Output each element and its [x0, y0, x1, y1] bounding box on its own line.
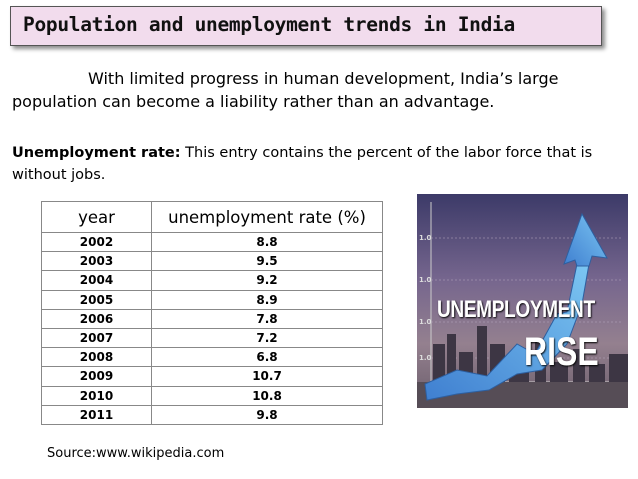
axis-tick-label: 1.0: [419, 234, 432, 242]
intro-paragraph: [12, 67, 622, 113]
year-cell: 2010: [42, 386, 152, 405]
rate-cell: 9.2: [152, 271, 383, 290]
table-row: [42, 271, 383, 290]
year-cell: 2002: [42, 233, 152, 252]
header-year: year: [42, 202, 152, 233]
year-cell: 2007: [42, 328, 152, 347]
year-cell: 2009: [42, 367, 152, 386]
year-cell: 2004: [42, 271, 152, 290]
axis-tick-label: 1.0: [419, 276, 432, 284]
slide-title: Population and unemployment trends in India: [23, 13, 515, 36]
rate-cell: 9.5: [152, 252, 383, 271]
image-headline-rise: RISE: [524, 330, 599, 374]
rate-cell: 6.8: [152, 348, 383, 367]
table-header-row: [42, 202, 383, 233]
table-row: [42, 233, 383, 252]
table-row: [42, 290, 383, 309]
definition-paragraph: [12, 142, 627, 186]
intro-text: With limited progress in human development, India’s large population can become a liability rather than an advantage.: [12, 69, 559, 111]
definition-label: Unemployment rate:: [12, 145, 181, 161]
table-row: [42, 348, 383, 367]
table-row: [42, 405, 383, 424]
year-cell: 2008: [42, 348, 152, 367]
axis-tick-label: 1.0: [419, 354, 432, 362]
table-row: [42, 309, 383, 328]
table-row: [42, 386, 383, 405]
image-headline-unemployment: UNEMPLOYMENT: [437, 296, 595, 323]
definition-text: This entry contains the percent of the labor force that is without jobs.: [12, 145, 593, 183]
year-cell: 2011: [42, 405, 152, 424]
year-cell: 2003: [42, 252, 152, 271]
rate-cell: 7.2: [152, 328, 383, 347]
unemployment-rise-image: [417, 194, 628, 408]
rate-cell: 8.8: [152, 233, 383, 252]
rate-cell: 9.8: [152, 405, 383, 424]
year-cell: 2005: [42, 290, 152, 309]
rate-cell: 7.8: [152, 309, 383, 328]
unemployment-table: [41, 201, 383, 425]
rate-cell: 8.9: [152, 290, 383, 309]
table-row: [42, 328, 383, 347]
year-cell: 2006: [42, 309, 152, 328]
title-banner: [10, 6, 602, 46]
table-row: [42, 252, 383, 271]
table-row: [42, 367, 383, 386]
axis-tick-label: 1.0: [419, 318, 432, 326]
header-rate: unemployment rate (%): [152, 202, 383, 233]
source-citation: Source:www.wikipedia.com: [47, 446, 225, 461]
rate-cell: 10.8: [152, 386, 383, 405]
rate-cell: 10.7: [152, 367, 383, 386]
